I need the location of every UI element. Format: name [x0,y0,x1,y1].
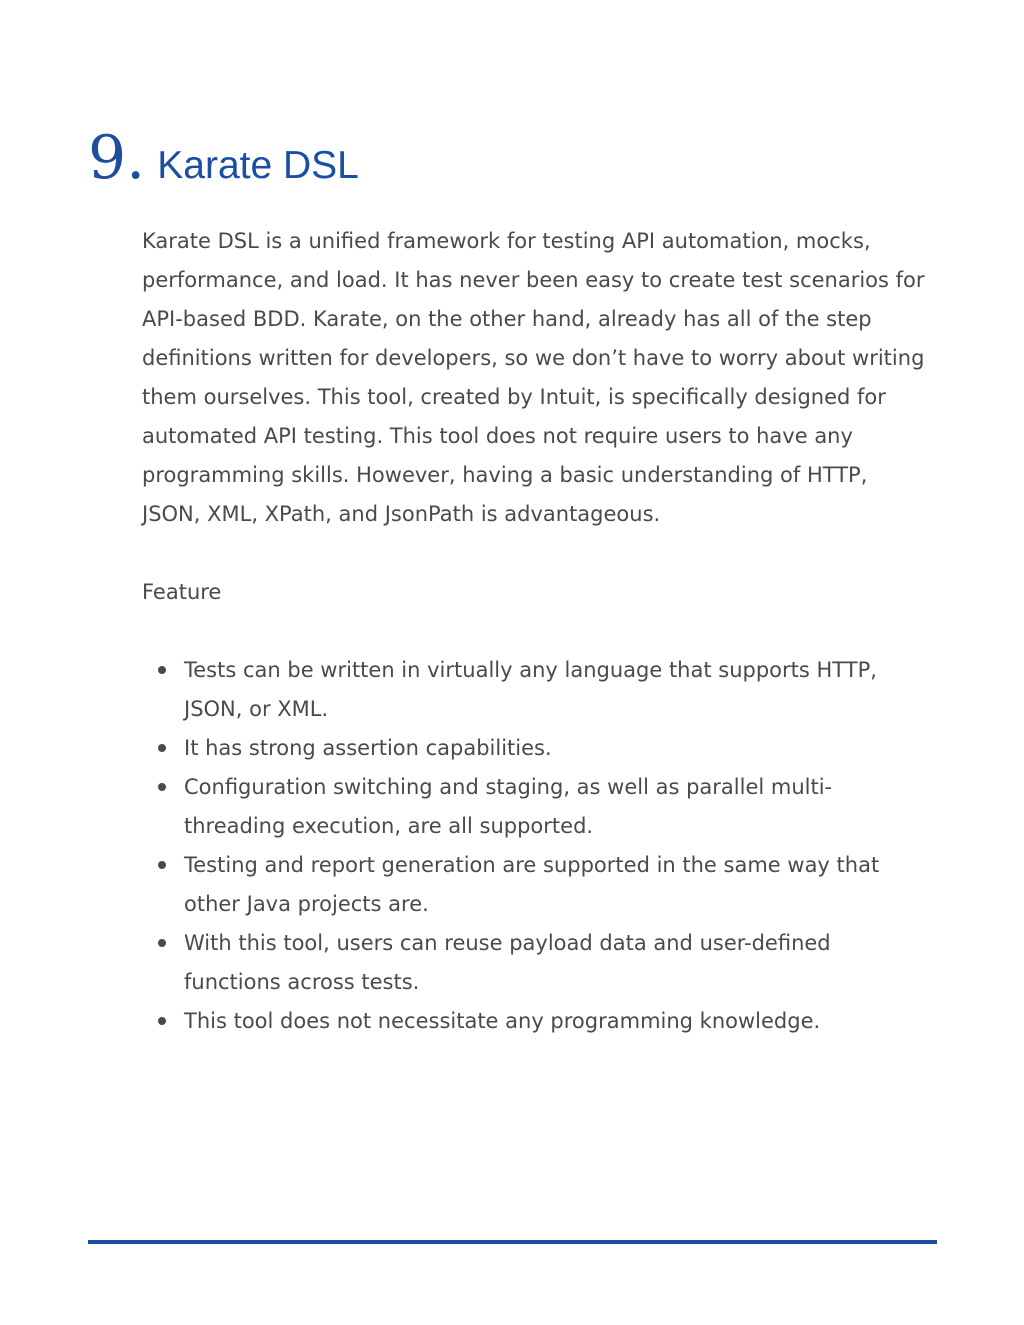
intro-paragraph: Karate DSL is a unified framework for testing API automation, mocks, performance, and load. It has never been easy to create test scenarios for API-based BDD. Karate, on the other hand, already has all of the step definitions written for developers, so we don’t have to worry about writing them ourselves. This tool, created by Intuit, is specifically designed for automated API testing. This tool does not require users to have any programming skills. However, having a basic understanding of HTTP, JSON, XML, XPath, and JsonPath is advantageous. [142,229,925,526]
list-item [142,924,932,1002]
list-item [142,1002,932,1041]
bullet-icon [158,783,166,791]
feature-label: Feature [142,580,222,604]
bullet-icon [158,666,166,674]
list-item [142,651,932,729]
list-item [142,729,932,768]
section-title: Karate DSL [157,144,359,187]
feature-text: Testing and report generation are supported in the same way that other Java projects are. [184,853,880,916]
section-number: 9. [88,123,146,193]
feature-text: This tool does not necessitate any programming knowledge. [184,1009,821,1033]
bullet-icon [158,939,166,947]
bullet-icon [158,861,166,869]
bullet-icon [158,1017,166,1025]
feature-text: Tests can be written in virtually any language that supports HTTP, JSON, or XML. [184,658,877,721]
section-heading [88,123,359,193]
list-item [142,768,932,846]
list-item [142,846,932,924]
feature-list [142,651,932,1041]
feature-text: It has strong assertion capabilities. [184,736,552,760]
footer-divider [88,1240,937,1244]
feature-text: Configuration switching and staging, as well as parallel multi-threading execution, are all supported. [184,775,833,838]
bullet-icon [158,744,166,752]
feature-text: With this tool, users can reuse payload data and user-defined functions across tests. [184,931,831,994]
section-body [142,222,932,1041]
